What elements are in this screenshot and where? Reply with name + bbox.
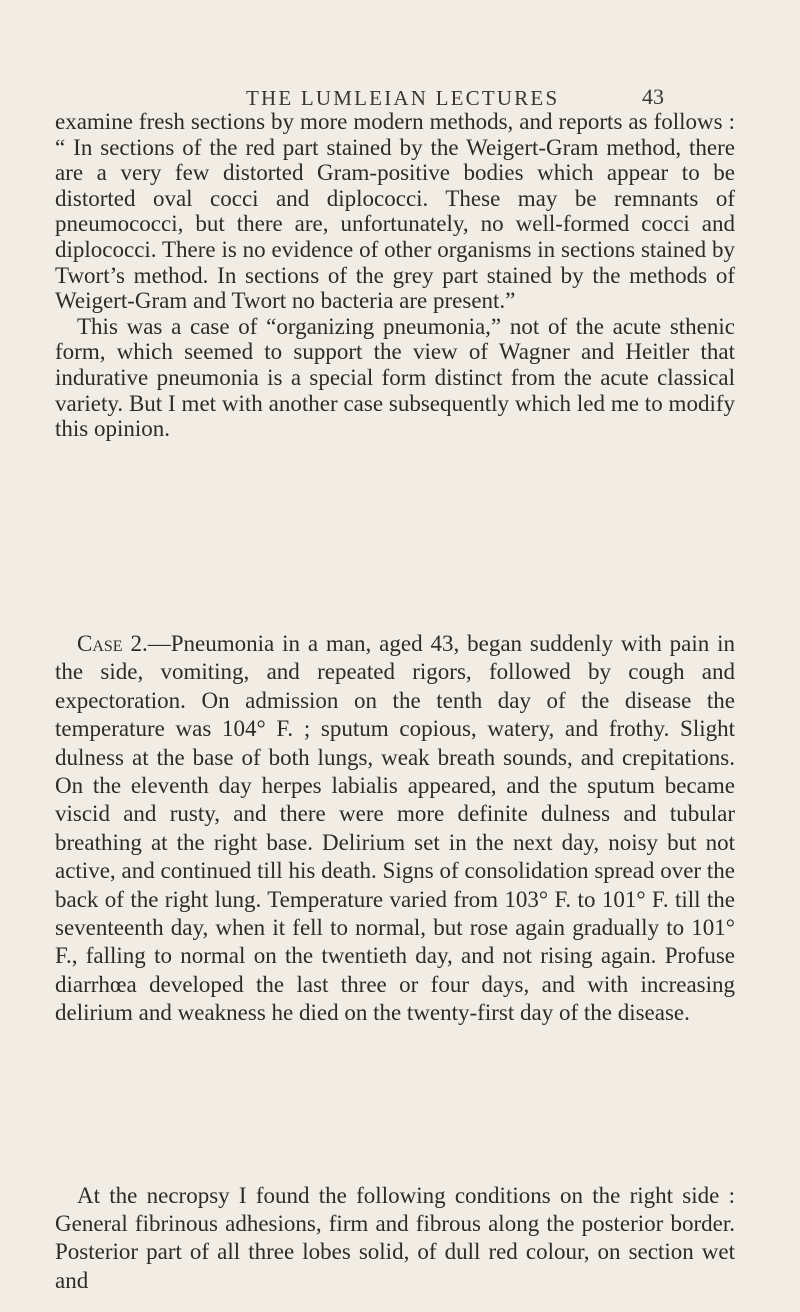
case-label: Case 2. [77, 631, 148, 656]
paragraph-report-quote: examine fresh sections by more modern methods, and reports as follows : “ In sections of the red part stained by the Weigert-Gram method, there are a very few distorted Gram-positive bodies which appear to be distorted oval cocci and diplococci. These may be remnants of pneumococci, but there are, unfortunately, no well-formed cocci and diplococci. There is no evidence of other organisms in sections stained by Twort’s method. In sections of the grey part stained by the methods of Weigert-Gram and Twort no bacteria are present.” [55, 109, 735, 314]
paragraph-case-2 [55, 630, 735, 1028]
page-number: 43 [642, 84, 664, 109]
case-2-text: —Pneumonia in a man, aged 43, began suddenly with pain in the side, vomiting, and repeated rigors, followed by cough and expectoration. On admission on the tenth day of the disease the temperature was 104° F. ; sputum copious, watery, and frothy. Slight dulness at the base of both lungs, weak breath sounds, and crepitations. On the eleventh day herpes labialis appeared, and the sputum became viscid and rusty, and there were more definite dulness and tubular breathing at the right base. Delirium set in the next day, noisy but not active, and continued till his death. Signs of consolidation spread over the back of the right lung. Temperature varied from 103° F. to 101° F. till the seventeenth day, when it fell to normal, but rose again gradually to 101° F., falling to normal on the twentieth day, and not rising again. Profuse diarrhœa developed the last three or four days, and with increasing delirium and weakness he died on the twenty-first day of the disease. [55, 631, 735, 1026]
body-text-case-2 [55, 630, 735, 1028]
body-text-necropsy [55, 1182, 735, 1295]
running-head-title: THE LUMLEIAN LECTURES [246, 86, 560, 110]
paragraph-necropsy: At the necropsy I found the following conditions on the right side : General fibrinous adhesions, firm and fibrous along the posterior border. Posterior part of all three lobes solid, of dull red colour, on section wet and [55, 1183, 735, 1293]
body-text-upper [55, 109, 735, 442]
paragraph-organizing-pneumonia: This was a case of “organizing pneumonia,” not of the acute sthenic form, which seemed to support the view of Wagner and Heitler that indurative pneumonia is a special form distinct from the acute classical variety. But I met with another case subsequently which led me to modify this opinion. [55, 313, 735, 442]
